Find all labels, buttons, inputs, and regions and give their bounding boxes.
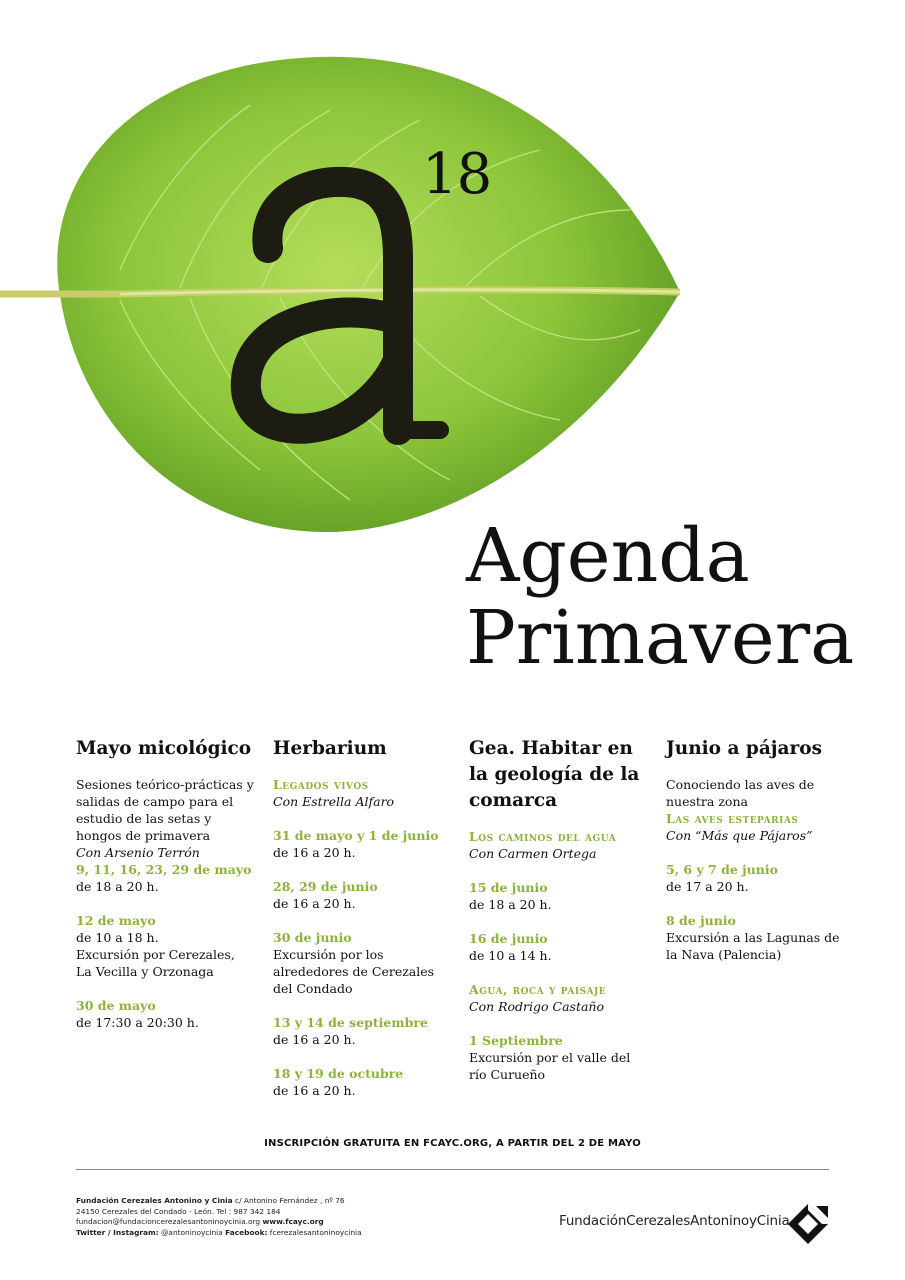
event-date: 16 de junio <box>469 931 548 946</box>
footer-address: c/ Antonino Fernández , nº 76 <box>235 1196 345 1205</box>
brand-wordmark <box>559 1213 790 1229</box>
program-subtitle: Legados vivos <box>273 777 369 792</box>
event-item <box>666 861 844 895</box>
registration-notice: INSCRIPCIÓN GRATUITA EN FCAYC.ORG, A PARTIR DEL 2 DE MAYO <box>264 1138 641 1149</box>
footer-email-line <box>76 1217 362 1228</box>
program-column-gea <box>469 736 647 1100</box>
page-title <box>466 515 854 679</box>
event-item <box>469 879 647 913</box>
event-item <box>273 1065 451 1099</box>
footer-web-link[interactable]: www.fcayc.org <box>262 1217 324 1226</box>
event-date: 18 y 19 de octubre <box>273 1066 404 1081</box>
event-date: 28, 29 de junio <box>273 879 378 894</box>
program-subtitle: Agua, roca y paisaje <box>469 982 607 997</box>
event-date: 1 Septiembre <box>469 1033 563 1048</box>
program-presenter: Con “Más que Pájaros” <box>666 828 813 843</box>
program-presenter: Con Arsenio Terrón <box>76 845 200 860</box>
edition-number: 18 <box>422 142 492 207</box>
program-subtitle: Las aves esteparias <box>666 811 799 826</box>
event-item <box>273 878 451 912</box>
program-intro: Sesiones teórico-prácticas y salidas de campo para el estudio de las setas y hongos de primavera <box>76 777 254 843</box>
footer-org: Fundación Cerezales Antonino y Cinia <box>76 1196 233 1205</box>
event-item <box>469 1032 647 1083</box>
footer-social-line <box>76 1228 362 1239</box>
event-detail: de 10 a 18 h. <box>76 930 159 945</box>
program-column-mayo-micologico <box>76 736 254 1048</box>
event-detail: de 18 a 20 h. <box>469 897 552 912</box>
footer-contact <box>76 1196 362 1238</box>
program-subtitle-block <box>469 981 647 1015</box>
program-title: Gea. Habitar en la geología de la comarca <box>469 738 640 811</box>
event-detail: de 16 a 20 h. <box>273 1083 356 1098</box>
event-date: 12 de mayo <box>76 913 156 928</box>
event-detail: Excursión por los alrededores de Cerezales del Condado <box>273 947 435 996</box>
program-subtitle: Los caminos del agua <box>469 829 617 844</box>
brand-part-2: Cerezales <box>626 1213 691 1229</box>
event-date: 13 y 14 de septiembre <box>273 1015 428 1030</box>
event-date: 31 de mayo y 1 de junio <box>273 828 439 843</box>
footer-city-phone: 24150 Cerezales del Condado - León. Tel : 987 342 184 <box>76 1206 281 1216</box>
event-item <box>666 912 844 963</box>
footer-email[interactable]: fundacion@fundacioncerezalesantoninoycinia.org <box>76 1217 261 1226</box>
fundacion-diamond-logo-icon <box>786 1202 830 1246</box>
event-detail: de 17 a 20 h. <box>666 879 749 894</box>
event-date: 30 de junio <box>273 930 352 945</box>
event-item <box>273 929 451 997</box>
brand-part-3: AntoninoyCinia <box>690 1213 790 1229</box>
event-date: 30 de mayo <box>76 998 156 1013</box>
program-column-herbarium <box>273 736 451 1116</box>
event-detail: de 10 a 14 h. <box>469 948 552 963</box>
title-line-1: Agenda <box>466 513 750 599</box>
event-detail: Excursión por el valle del río Curueño <box>469 1050 631 1082</box>
event-detail: de 16 a 20 h. <box>273 896 356 911</box>
program-title: Junio a pájaros <box>666 738 822 759</box>
event-item <box>273 1014 451 1048</box>
event-detail: de 17:30 a 20:30 h. <box>76 1015 199 1030</box>
footer-address-line <box>76 1196 362 1207</box>
footer-social-twitter[interactable]: @antoninoycinia <box>161 1227 223 1237</box>
event-item <box>273 827 451 861</box>
event-detail: de 18 a 20 h. <box>76 879 159 894</box>
program-presenter: Con Carmen Ortega <box>469 846 597 861</box>
footer-social-label-facebook: Facebook: <box>225 1227 268 1237</box>
program-presenter: Con Rodrigo Castaño <box>469 999 605 1014</box>
event-detail: Excursión a las Lagunas de la Nava (Palencia) <box>666 930 840 962</box>
leaf-illustration <box>0 0 905 560</box>
program-subtitle-block <box>273 776 451 810</box>
program-intro: Conociendo las aves de nuestra zona <box>666 777 815 809</box>
title-line-2: Primavera <box>466 595 855 681</box>
program-column-junio-a-pajaros <box>666 736 844 980</box>
event-date: 8 de junio <box>666 913 736 928</box>
program-subtitle-block <box>666 810 844 844</box>
event-date: 5, 6 y 7 de junio <box>666 862 778 877</box>
event-detail: de 16 a 20 h. <box>273 1032 356 1047</box>
brand-part-1: Fundación <box>559 1213 627 1229</box>
event-item <box>76 861 254 895</box>
program-subtitle-block <box>469 828 647 862</box>
program-presenter: Con Estrella Alfaro <box>273 794 395 809</box>
event-extra: Excursión por Cerezales, La Vecilla y Orzonaga <box>76 947 235 979</box>
footer-social-label-twitter: Twitter / Instagram: <box>76 1227 159 1237</box>
event-date: 15 de junio <box>469 880 548 895</box>
event-item <box>76 997 254 1031</box>
event-item <box>76 912 254 980</box>
event-date: 9, 11, 16, 23, 29 de mayo <box>76 862 252 877</box>
footer-social-facebook[interactable]: fcerezalesantoninoycinia <box>269 1227 362 1237</box>
event-detail: de 16 a 20 h. <box>273 845 356 860</box>
program-title: Herbarium <box>273 738 387 759</box>
footer-divider <box>76 1169 829 1170</box>
program-title: Mayo micológico <box>76 738 252 759</box>
event-item <box>469 930 647 964</box>
